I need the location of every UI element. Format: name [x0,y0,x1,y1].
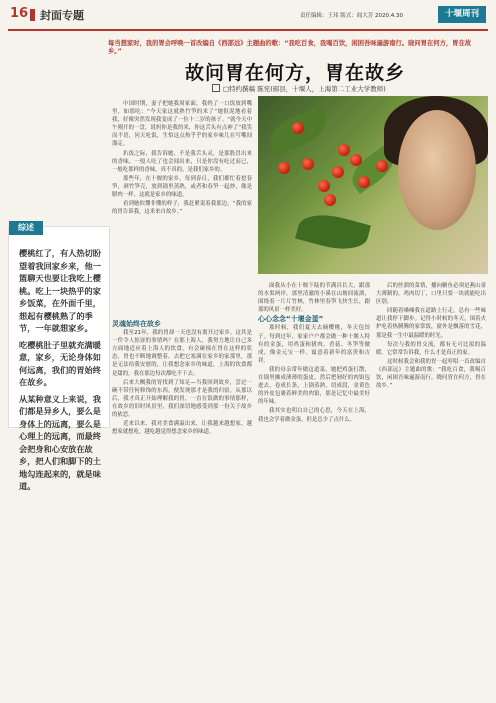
paragraph: 我其实也明白自己的心思，今天在上海，我也会学着做金蛋，但是总少了点什么。 [258,408,370,423]
sidebar-summary [8,223,110,491]
page-header [0,0,496,30]
publication-logo: 十堰周刊 [438,6,486,23]
sidebar-paragraph: 从某种意义上来说，我们都是异乡人，要么是身体上的远离，要么是心理上的远离，而最终会把身和心安放在故乡，把人们和脚下的土地勾连起来的，就是味道。 [19,393,101,491]
paragraph: 后的丝溜的菜情，播向糖鱼必须是燕山童大薄制的，鸡肉切丁，口里只要一块就能吃出区别。 [376,283,486,306]
column-1 [112,100,252,217]
rubric-marker [30,9,35,21]
header-rule [8,29,488,31]
page-number: 16 [10,6,29,21]
paragraph: 后来大概我的胃找到了知足—当我回到故乡，尝过一碗不带任何修饰的东西，便发现那才是我的归宿。从那以后，我才真正开始理解我的胃，一直在饭做的事情那样，在故乡的旧时风景里，我们深切地感受到那一份关于故乡的依恋。 [112,379,252,419]
sidebar-text [19,247,101,493]
section-title: 封面专题 [40,9,84,22]
paragraph: 那些年，在十堰的家乡，每到春日，我们都忙着挖春笋，剥竹笋壳，放到锅里蒸熟，或者和春笋一起炒，像是腊肉一样，这就是家乡的味道。 [112,175,252,199]
byline-square-icon [212,84,220,92]
article-title: 故问胃在何方，胃在故乡 [184,62,405,84]
paragraph: 我至21年，我的胃却一天也没有离开过家乡，这其是一件令人惊讶的事情吗？在那上海人，我努力地让自己多方面地适应着上海人的饮食，有会碰撞在胃在这样的状态，胃也不断地调整着，去把它塞满在家乡的家那里，那是无法给我安慰的，让我想念家乡的味道，上海的饮食都是甜的，我在那边每次都吃不下去。 [112,330,252,377]
paragraph: 那时候，我们夏天去摘樱桃，冬天包饺子。每到过年，家家户户都会做一种十堰人特有的金蛋，用鸡蛋和猪肉、香菇、冬笋等做成，像金元宝一样，寓意着新年的富贵和吉祥。 [258,325,370,364]
byline-text: □特约撰稿 陈宪(郧县，十堰人，上海第二工业大学教师) [223,85,386,93]
paragraph: 我的母亲常年做这道菜，她把鸡蛋打散，在锅里摊成薄薄的蛋皮，然后把剁好的肉馅包进去，卷成长条，上锅蒸熟，切成段，金黄色的外皮包裹着鲜美的肉馅，那是记忆中最美好的年味。 [258,366,370,406]
sidebar-paragraph: 樱桃红了，有人热切盼望着我回家乡来，他一篮聊天也要让我吃上樱桃。吃上一块热乎的家乡饭菜，在外面千里，想起有樱桃熟了的季节，一年就想家乡。 [19,248,101,333]
paragraph: 回随着嗓嗓我在道路上行走，总有一些味道让我停下脚步。记得小时候的冬天，围着火炉吃着热腾腾的家常饭，窗外是飘落的雪花，那是我一生中最温暖的时光。 [376,308,486,339]
sidebar-paragraph: 吃樱桃肚子里就充满暖意，家乡，无论身体如何远离，我们的胃始终在故乡。 [19,339,101,387]
column-3 [376,282,486,391]
byline [212,84,386,93]
article-photo [258,96,488,274]
subheading: 心心念念“十堰金蛋” [258,315,324,324]
article-deck: 每当想家时，我的胃会呼唤一首改编自《西部远》主题曲的歌：“我吃百食，我喝百饮，闲困吾味遍游南行。晓问胃在何方，胃在故乡。” [108,40,472,55]
paragraph: 中国时期，妻子把她我周家面，我妈了一口饭放到嘴里，如那吃：“今天家这就熟竹笋的米了”她很泥地看着我，好像突然发现我变成了一位十二岁的孩子。“就今天中午刚开的一盘，说妈你是我的米，你这舌头有点神了”我笑而不语，问天吃饭，生怕这点热乎乎的家乡味儿在写嘴间溜走。 [112,101,252,148]
paragraph: 面我从小在十堰下陆的节满昌长大，跟那的水渠两岸，那里清澈的小溪在山坡间流淌，围绕着一片片竹林，竹林里春笋飞快生长，跟那的风景一样美好。 [258,283,370,314]
column-1-lower [112,320,252,437]
paragraph: 看到她似懂非懂的样子，我赶紧说着我那边，“我的家的胃告诉我，这米来自故乡。” [112,201,252,216]
editor-credits: 责任编辑：王玮 版式：阎大芳 2020.4.30 [300,13,403,19]
subheading: 灵魂始终在故乡 [112,320,161,328]
paragraph: 扒饭之际，我告诉她，不是我舌头灵，是那股冒出来的香味，一般人吃了也会闻出来，只是你没有吃过而已，一般吃那样的香味，真不真的，是我们家乡的。 [112,150,252,173]
paragraph: 这时候我会和我的胃一起哼唱一首改编自《西部远》主题曲的歌：“我吃百食，我喝百饮，闲困吾味遍游南行。晓问胃在何方，胃在故乡。” [376,358,486,390]
column-2 [258,282,370,425]
paragraph: 每次与我的胃交流，都有无可比拟的温暖。它常常告诉我，什么才是真正的家。 [376,341,486,356]
paragraph: 近来以来，我对美食满溢出来，让我越来越想家，越想家就想吃，越吃越觉得想念家乡的味道。 [112,421,252,436]
sidebar-tag: 综述 [9,221,43,235]
